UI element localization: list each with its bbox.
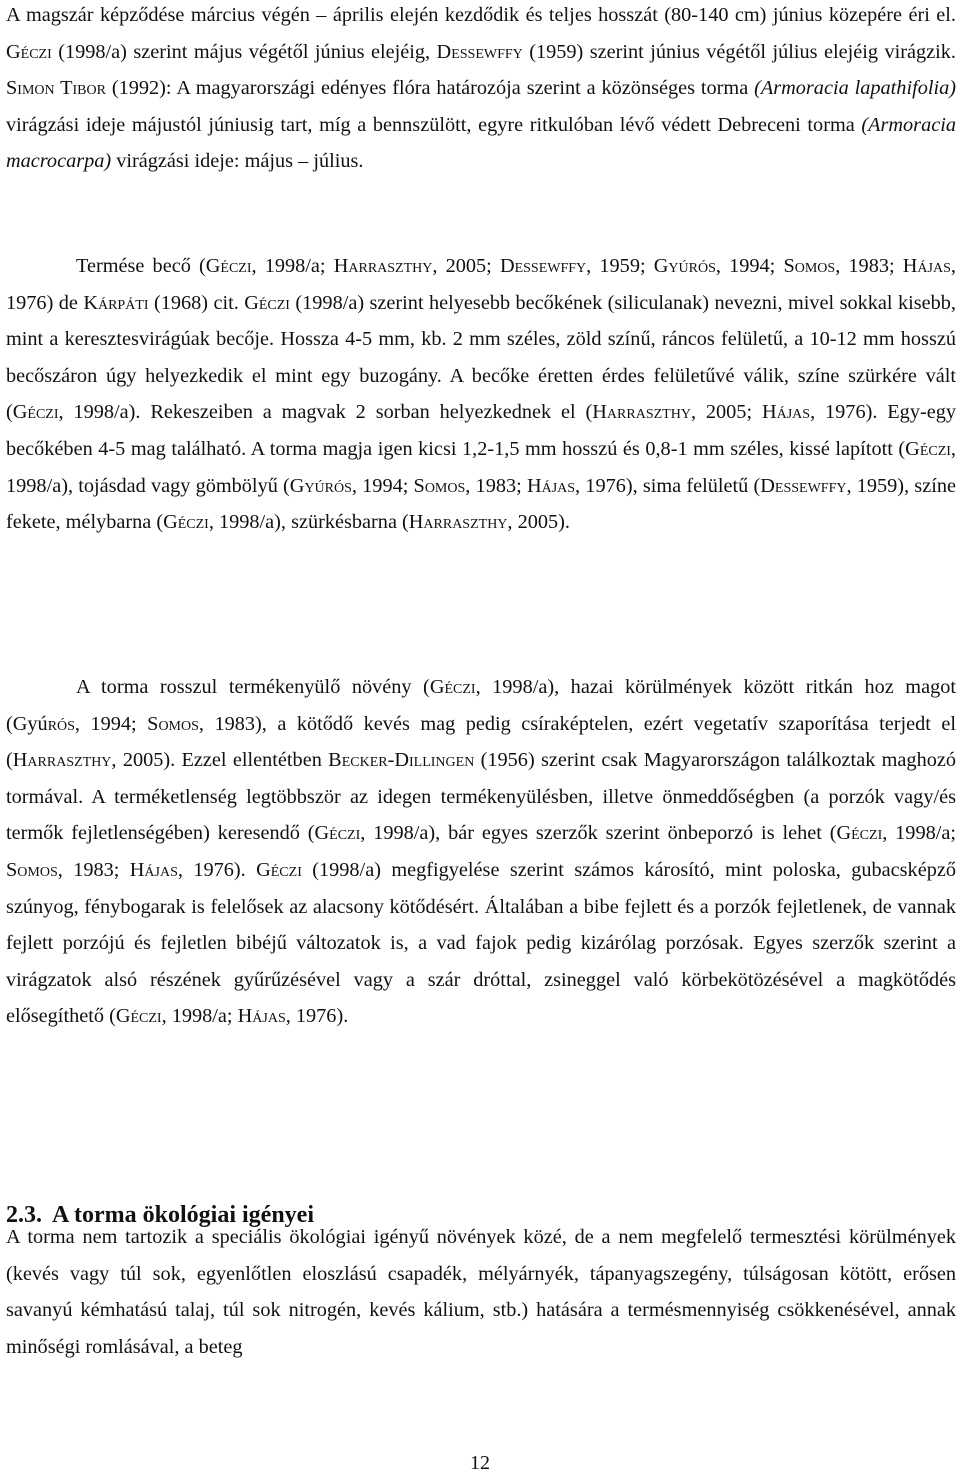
text-run: , 1976). [177,858,257,881]
text-run: , 1983; [835,255,903,277]
text-run: , 1998/a), tojásdad vagy gömbölyű ( [6,437,956,497]
text-run: , 1976). Egy-egy becőkében 4-5 mag található. A torma magja igen kicsi 1,2-1,5 mm hosszú és 0,8-1 mm széles, kissé lapított ( [6,401,956,460]
text-run: , 1994; [351,474,414,497]
section-number: 2.3. [6,1202,42,1228]
author-name: Géczi [6,40,52,63]
text-run: (1968) cit. [148,291,245,314]
text-run: , 1983), a kötődő kevés mag pedig csíraképtelen, ezért vegetatív szaporítása terjedt el ( [6,712,956,772]
text-run: , 1998/a), bár egyes szerzők szerint önbeporzó is lehet ( [360,822,837,845]
species-name: (Armoracia lapathifolia) [754,77,957,100]
paragraph-flowering [6,0,956,180]
author-name: Harraszthy [12,749,112,772]
text-run: , 1983; [57,858,130,881]
author-name: Somos [147,712,199,735]
text-run: , 2005). [507,511,570,534]
author-name: Gyúrós [653,255,716,277]
author-name: Géczi [205,255,252,277]
author-name: Hájas [129,858,178,881]
text-run: , 2005; [690,401,762,424]
text-run: , 1994; [74,712,148,735]
author-name: Géczi [905,437,951,460]
text-run: , 1959; [586,255,654,277]
author-name: Dessewffy [499,255,587,277]
author-name: rós [47,712,75,735]
author-name: Somos [413,474,466,497]
text-run: virágzási ideje májustól júniusig tart, míg a bennszülött, egyre ritkulóban lévő védett Debreceni torma [6,113,862,136]
paragraph-fertility [6,669,956,1035]
text-run: Termése becő ( [76,255,206,277]
text-run: , 1998/a; [251,255,334,277]
text-run: , 2005). Ezzel ellentétben [111,749,329,772]
text-run: , 1983; [465,474,527,497]
text-run: (1959) szerint június végétől július elejéig virágzik. [522,40,956,63]
author-name: Dessewffy [760,474,847,497]
author-name: Hájas [526,474,576,497]
author-name: Hájas [761,401,811,424]
author-name: Hájas [237,1005,286,1028]
text-run: (1998/a) megfigyelése szerint számos károsító, mint poloska, gubacsképző szúnyog, fénybogarak is felelősek az alacsony kötődésért. Általában a bibe fejlett és a porzók fejletlenek, de vannak fejlett porzójú és fejletlen bibéjű változatok is, a vad fajok pedig kizárólag porzósak. Egyes szerzők szerint a virágzatok alsó részének gyűrűzésével vagy a szár dróttal, zsineggel való körbekötözésével a magkötődés elősegíthető ( [6,858,956,1028]
author-name: Hájas [902,255,951,277]
author-name: Dessewffy [436,40,523,63]
text-run: (1956) szerint csak Magyarországon találkoztak maghozó tormával. A terméketlenség legtöbbször az idegen termékenyülésben, illetve önmeddőségben (a porzók vagy/és termők fejletlenségében) keresendő ( [6,749,956,845]
text-run: , 1998/a), hazai körülmények között ritkán hoz magot (Gyú [6,676,956,735]
author-name: Harraszthy [592,401,691,424]
text-run: (1992): A magyarországi edényes flóra határozója szerint a közönséges torma [105,77,755,100]
species-name: (Armoracia macrocarpa) [6,113,956,173]
author-name: Somos [6,858,58,881]
text-run: (1998/a) szerint helyesebb becőkének (siliculanak) nevezni, mivel sokkal kisebb, mint a keresztesvirágúak becője. Hossza 4-5 mm, kb. 2 mm széles, zöld színű, ráncos felületű, a 10-12 mm hosszú becőszáron úgy helyezkedik el mint egy buzogány. A becőke éretten érdes felületűvé válik, színe szürkére vált ( [6,291,956,424]
author-name: Géczi [836,822,883,845]
text-run: A torma nem tartozik a speciális ökológiai igényű növények közé, de a nem megfelelő termesztési körülmények (kevés vagy túl sok, egyenlőtlen eloszlású csapadék, mélyárnyék, tápanyagszegény, túlságosan kötött, erősen savanyú kémhatású talaj, túl sok nitrogén, kevés kálium, stb.) hatására a termésmennyiség csökkenésével, annak minőségi romlásával, a beteg [6,1226,956,1358]
text-run: , 1998/a; [161,1005,238,1028]
text-run: , 1998/a; [882,822,956,845]
text-run: , 1994; [715,255,784,277]
author-name: Becker-Dillingen [328,749,475,772]
author-name: Harraszthy [408,511,508,534]
text-run: , 1976). [285,1005,349,1028]
text-run: , 1959), színe fekete, mélybarna ( [6,474,956,534]
author-name: Simon Tibor [6,77,106,100]
author-name: Géczi [12,401,59,424]
section-title: A torma ökológiai igényei [52,1202,314,1228]
text-run: , 1976), sima felületű ( [575,474,761,497]
author-name: Somos [783,255,836,277]
text-run: , 2005; [432,255,500,277]
text-run: A magszár képződése március végén – április elején kezdődik és teljes hosszát (80-140 cm) június közepére éri el. [6,4,956,26]
author-name: Gyúrós [289,474,352,497]
text-run: virágzási ideje: május – július. [111,150,364,173]
text-run: , 1998/a), szürkésbarna ( [208,511,409,534]
author-name: Géczi [256,858,302,881]
author-name: Géczi [429,676,476,698]
author-name: Géczi [244,291,290,314]
author-name: Kárpáti [83,291,149,314]
paragraph-ecology [6,1219,956,1365]
author-name: Harraszthy [333,255,433,277]
author-name: Géczi [163,511,209,534]
author-name: Géczi [115,1005,162,1028]
text-run: , 1976) de [6,255,956,314]
text-run: A torma rosszul termékenyülő növény ( [76,676,430,698]
paragraph-fruit [6,248,956,541]
text-run: , 1998/a). Rekeszeiben a magvak 2 sorban helyezkednek el ( [58,401,593,424]
text-run: (1998/a) szerint május végétől június elejéig, [51,40,437,63]
author-name: Géczi [314,822,361,845]
page-number: 12 [470,1452,490,1474]
